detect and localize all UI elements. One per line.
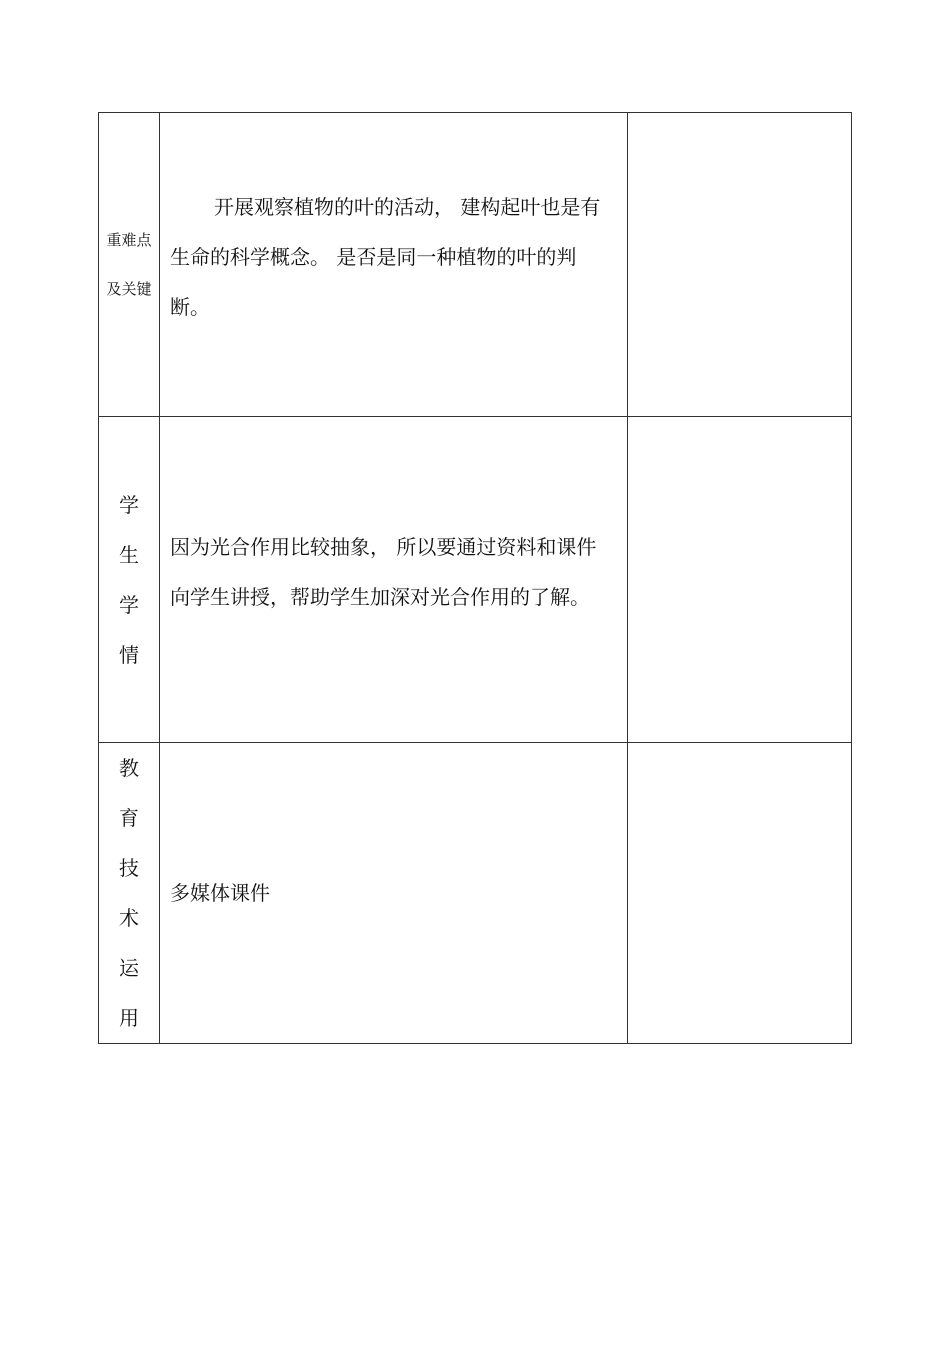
row-content: 多媒体课件: [170, 881, 270, 905]
row-content: 开展观察植物的叶的活动， 建构起叶也是有生命的科学概念。 是否是同一种植物的叶的判断。: [170, 194, 601, 319]
notes-cell: [628, 743, 852, 1044]
label-char: 育: [119, 806, 139, 830]
label-char: 教: [119, 756, 139, 780]
label-char: 学: [119, 492, 139, 517]
row-content-cell: [160, 417, 628, 743]
label-char: 情: [119, 642, 139, 667]
row-label-cell: [99, 113, 160, 417]
row-label: [99, 480, 159, 680]
label-char: 生: [119, 542, 139, 567]
row-content-cell: [160, 113, 628, 417]
label-char: 技: [119, 856, 139, 880]
row-label-cell: [99, 417, 160, 743]
notes-cell: [628, 113, 852, 417]
table-row: [99, 417, 852, 743]
row-label: [99, 743, 159, 1043]
lesson-plan-table: [98, 112, 852, 1044]
label-char: 术: [119, 906, 139, 930]
row-label-cell: [99, 743, 160, 1044]
label-char: 运: [119, 956, 139, 980]
table-row: [99, 113, 852, 417]
label-char: 用: [119, 1006, 139, 1030]
notes-cell: [628, 417, 852, 743]
table-row: [99, 743, 852, 1044]
row-content-cell: [160, 743, 628, 1044]
label-char: 学: [119, 592, 139, 617]
row-label: 重难点及关键: [106, 230, 152, 298]
row-content: 因为光合作用比较抽象， 所以要通过资料和课件向学生讲授，帮助学生加深对光合作用的了解。: [170, 534, 597, 609]
